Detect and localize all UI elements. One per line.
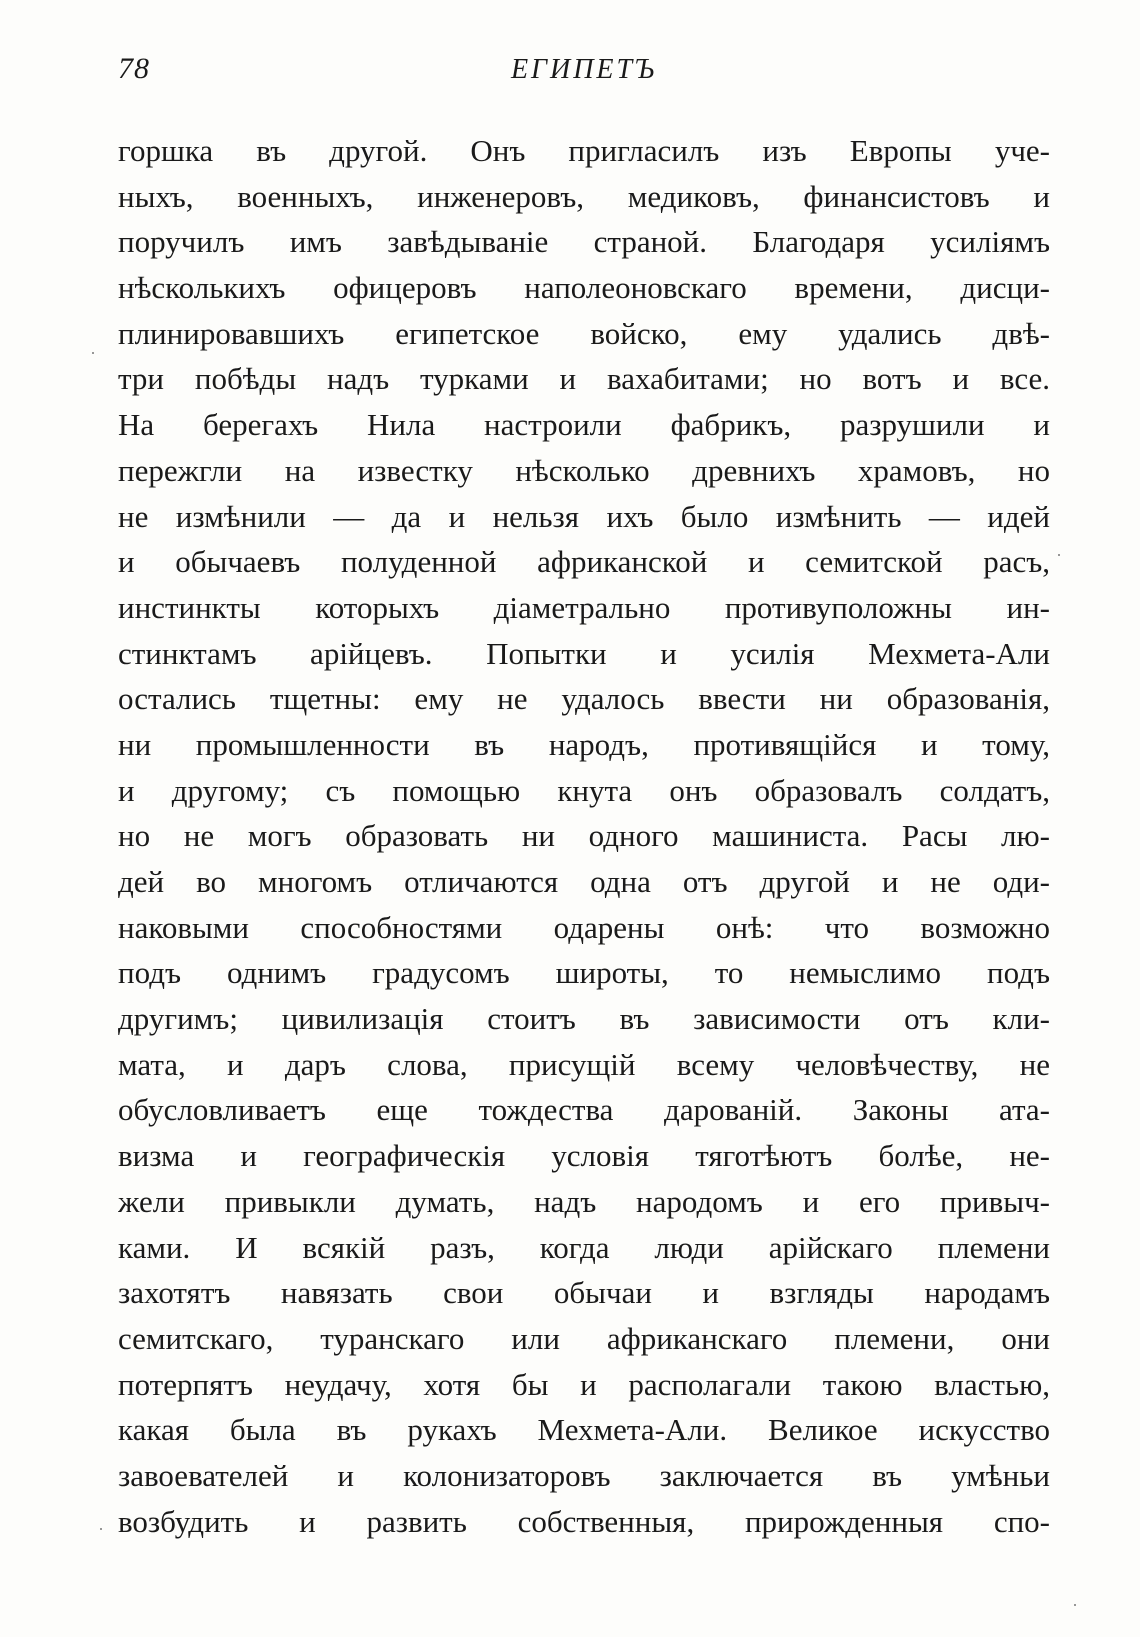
text-line: и обычаевъ полуденной африканской и семитской расъ, [118, 544, 1050, 580]
text-line: остались тщетны: ему не удалось ввести ни образованія, [118, 681, 1050, 717]
print-speck [100, 1528, 102, 1530]
text-line: завоевателей и колонизаторовъ заключается въ умѣньи [118, 1457, 1050, 1493]
text-line: подъ однимъ градусомъ широты, то немыслимо подъ [118, 955, 1050, 991]
text-line: другимъ; цивилизація стоитъ въ зависимости отъ кли- [118, 1001, 1050, 1037]
text-line: нѣсколькихъ офицеровъ наполеоновскаго времени, дисци- [118, 270, 1050, 306]
print-speck [1058, 554, 1060, 556]
text-line: три побѣды надъ турками и вахабитами; но вотъ и все. [118, 361, 1050, 397]
print-speck [1074, 1604, 1076, 1606]
running-head [118, 52, 1050, 96]
text-line: жели привыкли думать, надъ народомъ и его привыч- [118, 1183, 1050, 1219]
text-line: мата, и даръ слова, присущій всему человѣчеству, не [118, 1046, 1050, 1082]
text-line: наковыми способностями одарены онѣ: что возможно [118, 909, 1050, 945]
print-speck [92, 352, 94, 354]
text-line: ками. И всякій разъ, когда люди арійскаго племени [118, 1229, 1050, 1265]
text-line: обусловливаетъ еще тождества дарованій. Законы ата- [118, 1092, 1050, 1128]
text-line: На берегахъ Нила настроили фабрикъ, разрушили и [118, 407, 1050, 443]
text-line: стинктамъ арійцевъ. Попытки и усилія Мехмета-Али [118, 635, 1050, 671]
text-line: поручилъ имъ завѣдываніе страной. Благодаря усиліямъ [118, 224, 1050, 260]
body-text [118, 128, 1050, 1544]
text-line: захотятъ навязать свои обычаи и взгляды народамъ [118, 1275, 1050, 1311]
text-line: какая была въ рукахъ Мехмета-Али. Великое искусство [118, 1412, 1050, 1448]
text-line: возбудить и развить собственныя, прирожденныя спо- [118, 1503, 1050, 1539]
text-line: плинировавшихъ египетское войско, ему удались двѣ- [118, 315, 1050, 351]
text-line: визма и географическія условія тяготѣютъ болѣе, не- [118, 1138, 1050, 1174]
text-line: но не могъ образовать ни одного машиниста. Расы лю- [118, 818, 1050, 854]
text-line: семитскаго, туранскаго или африканскаго племени, они [118, 1320, 1050, 1356]
text-line: горшка въ другой. Онъ пригласилъ изъ Европы уче- [118, 133, 1050, 168]
running-title: ЕГИПЕТЪ [510, 54, 658, 85]
text-line: ныхъ, военныхъ, инженеровъ, медиковъ, финансистовъ и [118, 178, 1050, 214]
text-line: не измѣнили — да и нельзя ихъ было измѣнить — идей [118, 498, 1050, 534]
text-line: и другому; съ помощью кнута онъ образовалъ солдатъ, [118, 772, 1050, 808]
text-line: потерпятъ неудачу, хотя бы и располагали такою властью, [118, 1366, 1050, 1402]
text-line: дей во многомъ отличаются одна отъ другой и не оди- [118, 864, 1050, 899]
text-line: ни промышленности въ народъ, противящійся и тому, [118, 726, 1050, 762]
text-line: пережгли на известку нѣсколько древнихъ храмовъ, но [118, 452, 1050, 488]
text-line: инстинкты которыхъ діаметрально противуположны ин- [118, 589, 1050, 625]
page-number: 78 [118, 52, 150, 85]
